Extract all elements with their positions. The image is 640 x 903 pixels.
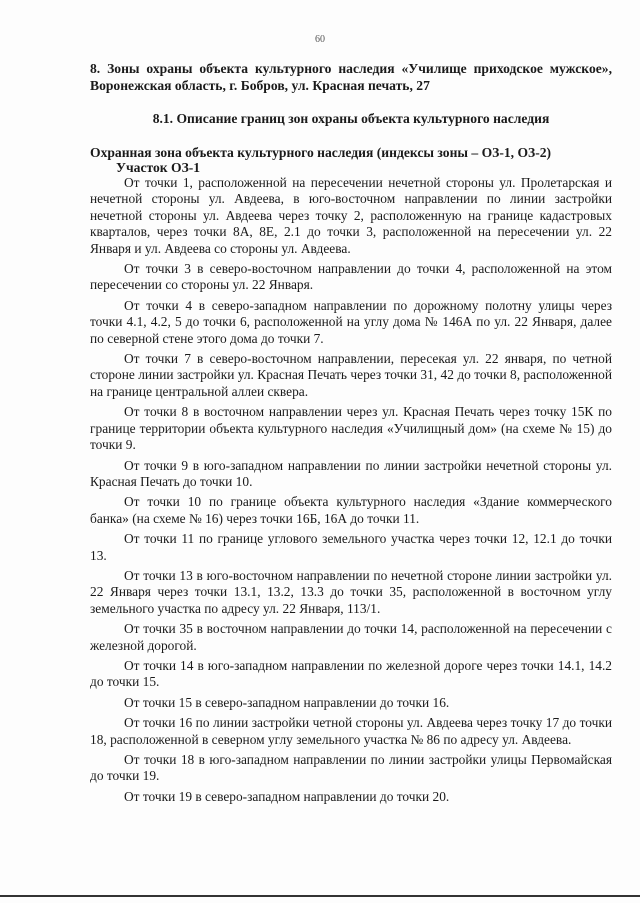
bottom-rule	[0, 895, 640, 897]
paragraph: От точки 15 в северо-западном направлении до точки 16.	[124, 694, 450, 710]
paragraph: От точки 7 в северо-восточном направлении, пересекая ул. 22 января, по четной стороне линии застройки ул. Красная Печать через точки 31, 42 до точки 8, расположенной на границе центральной аллеи сквера.	[90, 351, 612, 399]
paragraph: От точки 16 по линии застройки четной стороны ул. Авдеева через точку 17 до точки 18, расположенной в северном углу земельного участка № 86 по адресу ул. Авдеева.	[90, 715, 612, 747]
area-title: Участок ОЗ-1	[116, 160, 201, 175]
paragraph: От точки 9 в юго-западном направлении по линии застройки нечетной стороны ул. Красная Печать до точки 10.	[90, 457, 612, 489]
subsection-title: 8.1. Описание границ зон охраны объекта культурного наследия	[152, 111, 550, 126]
paragraph: От точки 4 в северо-западном направлении по дорожному полотну улицы через точки 4.1, 4.2, 5 до точки 6, расположенной на углу дома № 146А по ул. 22 Января, далее по северной стене этого дома до точки 7.	[90, 297, 612, 346]
paragraph: От точки 8 в восточном направлении через ул. Красная Печать через точку 15К по границе территории объекта культурного наследия «Училищный дом» (на схеме № 15) до точки 9.	[90, 404, 612, 453]
paragraph: От точки 3 в северо-восточном направлении до точки 4, расположенной на этом пересечении со стороны ул. 22 Января.	[90, 261, 612, 293]
paragraph: От точки 10 по границе объекта культурного наследия «Здание коммерческого банка» (на схеме № 16) через точки 16Б, 16А до точки 11.	[90, 494, 612, 526]
page-number: 60	[315, 34, 325, 45]
paragraph: От точки 14 в юго-западном направлении по железной дороге через точки 14.1, 14.2 до точки 15.	[90, 657, 612, 690]
zone-title: Охранная зона объекта культурного наследия (индексы зоны – ОЗ-1, ОЗ-2)	[90, 145, 552, 160]
paragraph: От точки 13 в юго-восточном направлении по нечетной стороне линии застройки ул. 22 Января через точки 13.1, 13.2, 13.3 до точки 35, расположенной в восточном углу земельного участка по адресу ул. 22 Января, 113/1.	[90, 567, 612, 616]
paragraph: От точки 19 в северо-западном направлении до точки 20.	[124, 788, 450, 804]
paragraph: От точки 18 в юго-западном направлении по линии застройки улицы Первомайская до точки 19.	[90, 752, 612, 784]
paragraph: От точки 11 по границе углового земельного участка через точки 12, 12.1 до точки 13.	[90, 531, 612, 563]
page-content	[90, 60, 612, 809]
section-title: 8. Зоны охраны объекта культурного наследия «Училище приходское мужское», Воронежская область, г. Бобров, ул. Красная печать, 27	[90, 61, 612, 93]
paragraph: От точки 35 в восточном направлении до точки 14, расположенной на пересечении с железной дорогой.	[90, 621, 612, 653]
paragraph: От точки 1, расположенной на пересечении нечетной стороны ул. Пролетарская и нечетной стороны ул. Авдеева, в юго-восточном направлении по линии застройки нечетной стороны ул. Авдеева через точку 2, расположенную на границе кадастровых кварталов, через точки 8А, 8Е, 2.1 до точки 3, расположенной на пересечении ул. 22 Января и ул. Авдеева со стороны ул. Авдеева.	[90, 175, 612, 256]
boundary-description	[90, 175, 612, 805]
